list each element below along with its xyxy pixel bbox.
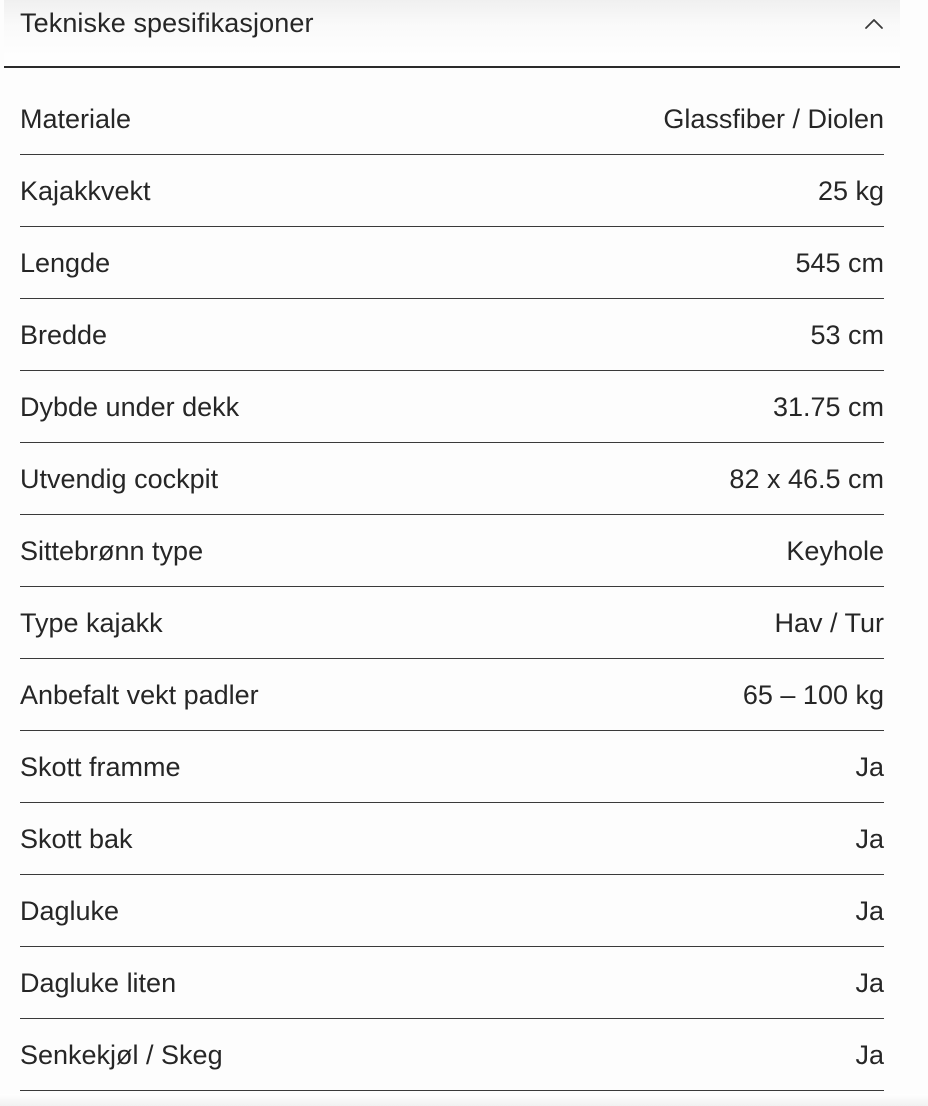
spec-table [20, 83, 884, 1091]
spec-value: 31.75 cm [772, 391, 884, 422]
spec-label: Senkekjøl / Skeg [20, 1039, 223, 1070]
spec-value: Ja [855, 1039, 884, 1070]
spec-value: Glassfiber / Diolen [663, 103, 884, 134]
accordion-title: Tekniske spesifikasjoner [20, 8, 314, 38]
spec-row-skott-bak [20, 803, 884, 875]
spec-row-dybde [20, 371, 884, 443]
spec-value: 53 cm [810, 319, 884, 350]
spec-label: Kajakkvekt [20, 175, 151, 206]
spec-value: 545 cm [795, 247, 884, 278]
spec-label: Utvendig cockpit [20, 463, 219, 494]
spec-row-kajakkvekt [20, 155, 884, 227]
spec-value: 25 kg [817, 175, 884, 206]
spec-row-dagluke [20, 875, 884, 947]
spec-label: Type kajakk [20, 607, 163, 638]
spec-row-type-kajakk [20, 587, 884, 659]
spec-label: Materiale [20, 103, 132, 134]
bottom-fade [0, 1094, 928, 1106]
spec-row-bredde [20, 299, 884, 371]
spec-value: 65 – 100 kg [742, 679, 884, 710]
spec-row-sittebronn [20, 515, 884, 587]
accordion-header-toggle[interactable] [4, 0, 900, 68]
spec-label: Anbefalt vekt padler [20, 679, 259, 710]
spec-label: Dybde under dekk [20, 391, 240, 422]
spec-row-skott-framme [20, 731, 884, 803]
spec-label: Skott bak [20, 823, 133, 854]
spec-row-anbefalt-vekt [20, 659, 884, 731]
chevron-up-icon[interactable] [862, 12, 886, 36]
spec-label: Dagluke liten [20, 967, 177, 998]
spec-label: Sittebrønn type [20, 535, 204, 566]
spec-label: Bredde [20, 319, 108, 350]
spec-row-materiale [20, 83, 884, 155]
spec-value: Ja [855, 967, 884, 998]
spec-row-senkekjol [20, 1019, 884, 1091]
spec-value: Hav / Tur [774, 607, 884, 638]
spec-row-lengde [20, 227, 884, 299]
spec-row-cockpit [20, 443, 884, 515]
spec-value: Ja [855, 823, 884, 854]
spec-label: Dagluke [20, 895, 120, 926]
spec-row-dagluke-liten [20, 947, 884, 1019]
spec-label: Skott framme [20, 751, 181, 782]
spec-label: Lengde [20, 247, 111, 278]
spec-value: 82 x 46.5 cm [729, 463, 884, 494]
spec-value: Keyhole [786, 535, 884, 566]
spec-value: Ja [855, 751, 884, 782]
spec-value: Ja [855, 895, 884, 926]
